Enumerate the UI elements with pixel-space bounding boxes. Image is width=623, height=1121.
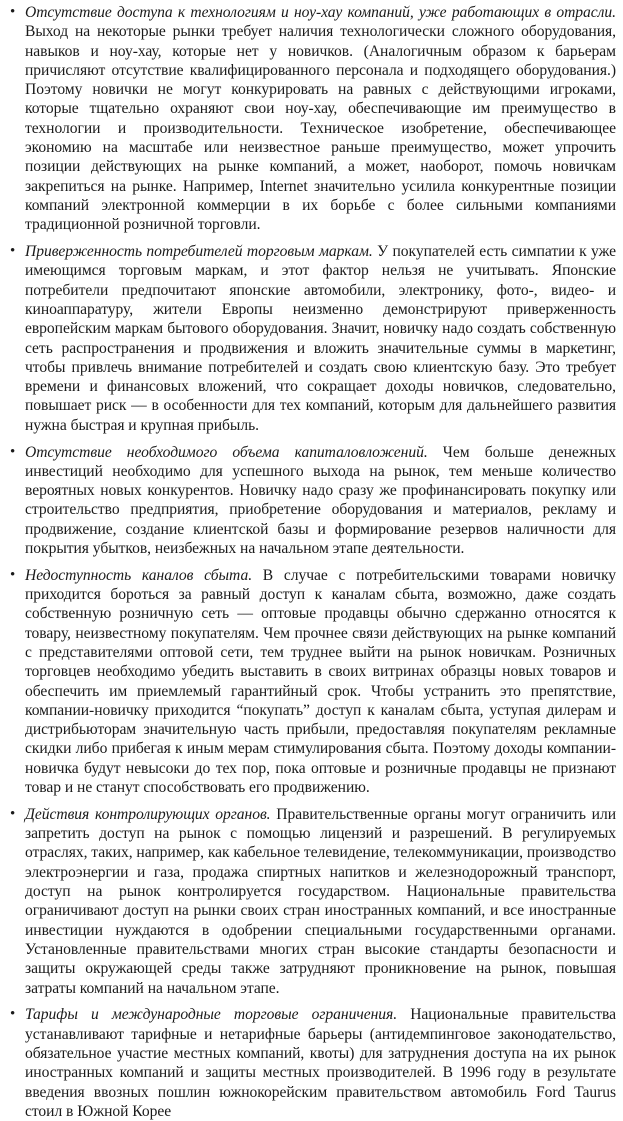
bullet-icon: • [10, 805, 16, 822]
item-term: Отсутствие необходимого объема капиталовложений. [25, 443, 428, 461]
bullet-icon: • [10, 4, 16, 20]
list-item-distribution-channels [10, 566, 616, 798]
bullet-icon: • [10, 566, 16, 583]
item-term: Действия контролирующих органов. [25, 805, 271, 823]
list-item-technology-access [10, 3, 616, 235]
list-item-regulatory-actions [10, 805, 616, 998]
bullet-icon: • [10, 443, 16, 460]
bullet-icon: • [10, 1006, 16, 1023]
item-text: Чем больше денежных инвестиций необходимо для успешного выхода на рынок, тем меньше количество вероятных новых конкурентов. Новичку надо сразу же профинансировать покупку или строительство предприятия, приобретение оборудования и материалов, рекламу и продвижение, создание клиентской базы и формирование резервов наличности для покрытия убытков, неизбежных на начальном этапе деятельности. [25, 443, 616, 558]
item-term: Недоступность каналов сбыта. [25, 566, 253, 584]
bullet-icon: • [10, 243, 16, 260]
item-term: Приверженность потребителей торговым маркам. [25, 243, 373, 261]
list-item-tariffs-trade [10, 1005, 616, 1121]
item-text: В случае с потребительскими товарами новичку приходится бороться за равный доступ к каналам сбыта, возможно, даже создать собственную розничную сеть — оптовые продавцы обычно сдержанно относятся к товару, неизвестному покупателям. Чем прочнее связи действующих на рынке компаний с представителями оптовой сети, тем труднее выйти на рынок новичкам. Розничных торговцев необходимо убедить выставить в своих витринах образцы новых товаров и обеспечить им приемлемый гарантийный срок. Чтобы устранить это препятствие, компании-новичку приходится “покупать” доступ к каналам сбыта, уступая дилерам и дистрибьюторам значительную часть прибыли, предоставляя покупателям рекламные скидки либо прибегая к иным мерам стимулирования сбыта. Поэтому доходы компании-новичка будут невысоки до тех пор, пока оптовые и розничные продавцы не признают товар и не станут способствовать его продвижению. [25, 566, 616, 797]
item-text: Национальные правительства устанавливают тарифные и нетарифные барьеры (антидемпинговое законодательство, обязательное участие местных компаний, квоты) для затруднения доступа на их рынок иностранных компаний и защиты местных производителей. В 1996 году в результате введения ввозных пошлин южнокорейским правительством автомобиль Ford Taurus стоил в Южной Корее [25, 1006, 616, 1120]
list-item-capital-requirements [10, 443, 616, 559]
item-term: Отсутствие доступа к технологиям и ноу-хау компаний, уже работающих в отрасли. [25, 4, 616, 21]
item-text: Правительственные органы могут ограничить или запретить доступ на рынок с помощью лицензий и разрешений. В регулируемых отраслях, таких, например, как кабельное телевидение, телекоммуникации, производство электроэнергии и газа, продажа спиртных напитков и железнодорожный транспорт, доступ на рынок контролируется государством. Национальные правительства ограничивают доступ на рынки своих стран иностранных компаний, и все иностранные инвестиции нуждаются в одобрении специальными государственными органами. Установленные правительствами многих стран высокие стандарты безопасности и защиты окружающей среды также затрудняют проникновение на рынок, повышая затраты компаний на начальном этапе. [25, 805, 616, 997]
item-text: Выход на некоторые рынки требует наличия технологически сложного оборудования, навыков и ноу-хау, которые нет у новичков. (Аналогичным образом к барьерам причисляют отсутствие квалифицированного персонала и подходящего оборудования.) Поэтому новички не могут конкурировать на равных с действующими игроками, которые тщательно охраняют свои ноу-хау, обеспечивающие им преимущество в технологии и производительности. Техническое изобретение, обеспечивающее экономию на масштабе или неизвестное раньше преимущество, может упрочить позиции действующих на рынке компаний, а может, наоборот, помочь новичкам закрепиться на рынке. Например, Internet значительно усилила конкурентные позиции компаний электронной коммерции в их борьбе с более сильными компаниями традиционной розничной торговли. [25, 23, 616, 234]
list-item-brand-loyalty [10, 242, 616, 435]
item-term: Тарифы и международные торговые ограничения. [25, 1006, 398, 1024]
barriers-list [10, 3, 616, 1121]
item-text: У покупателей есть симпатии к уже имеющимся торговым маркам, и этот фактор нельзя не учитывать. Японские потребители предпочитают японские автомобили, электронику, фото-, видео- и киноаппаратуру, жители Европы неизменно демонстрируют приверженность европейским маркам бытового оборудования. Значит, новичку надо создать собственную сеть распространения и продвижения и вложить значительные суммы в маркетинг, чтобы привлечь внимание потребителей и создать свою клиентскую базу. Это требует времени и финансовых вложений, что сокращает доходы новичков, следовательно, повышает риск — в особенности для тех компаний, которым для дальнейшего развития нужна быстрая и крупная прибыль. [25, 243, 616, 434]
